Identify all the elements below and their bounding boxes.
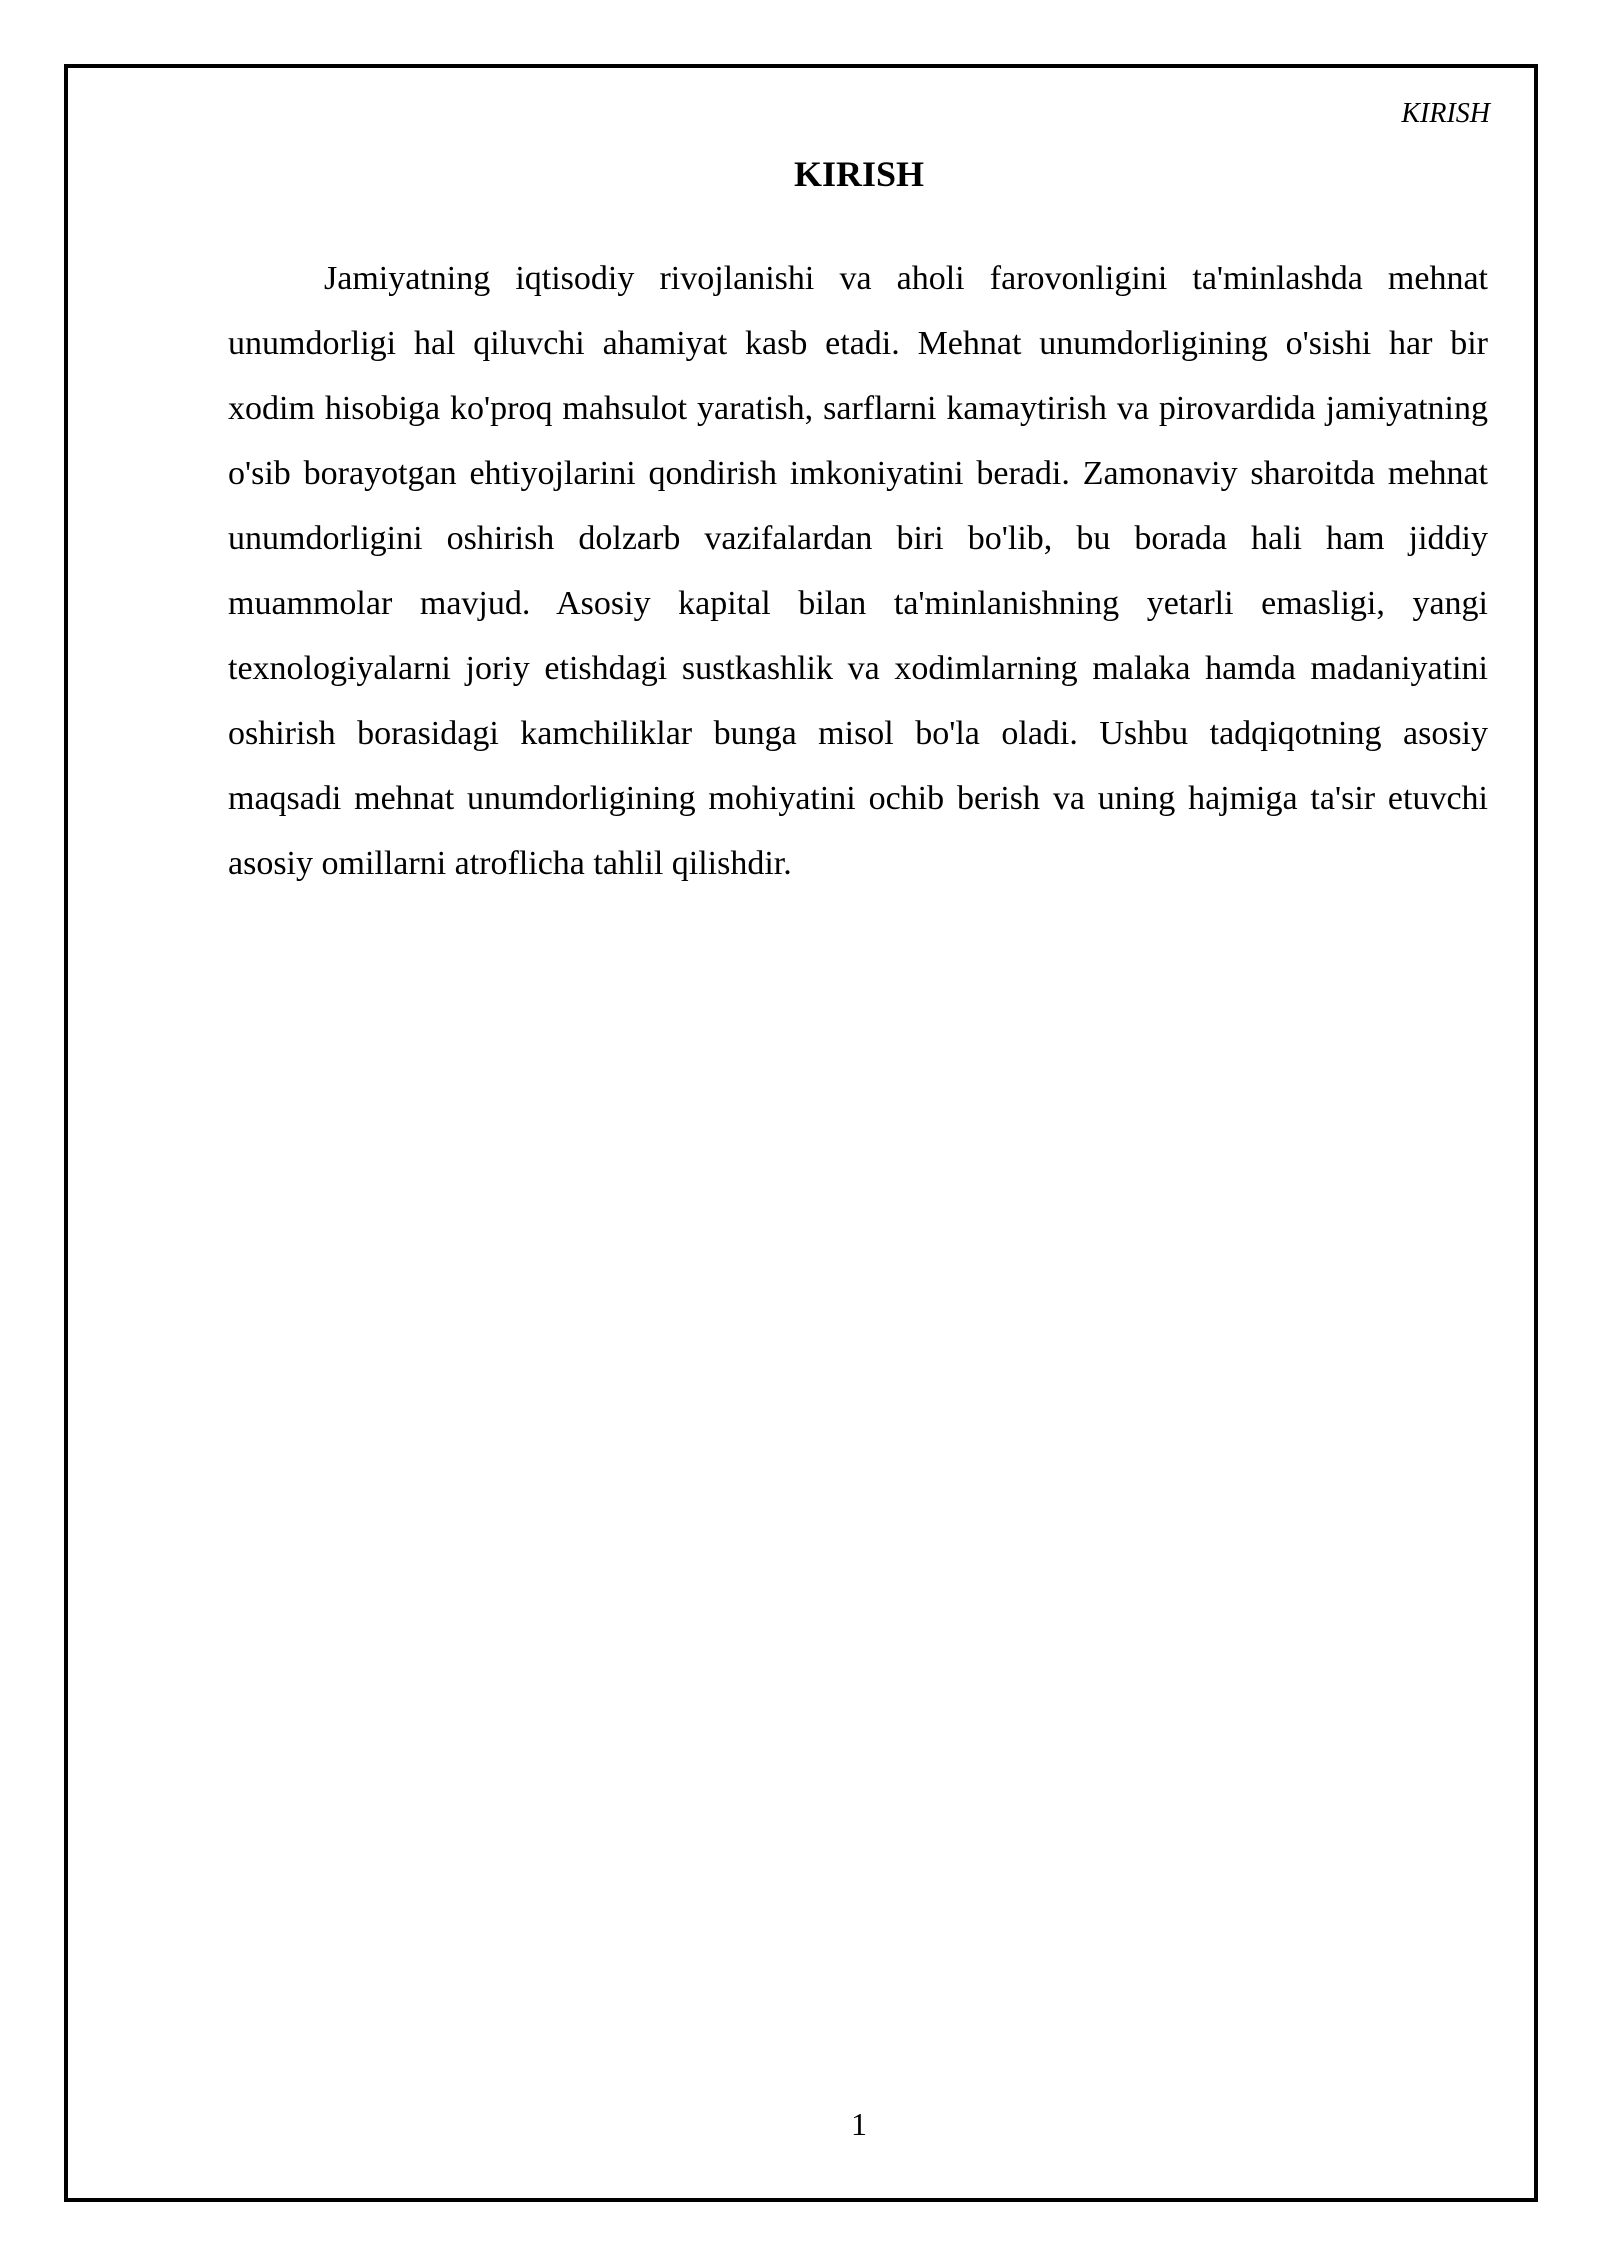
running-header: KIRISH — [1401, 98, 1490, 129]
page-number: 1 — [851, 2106, 867, 2142]
intro-paragraph: Jamiyatning iqtisodiy rivojlanishi va aholi farovonligini ta'minlashda mehnat unumdorligi hal qiluvchi ahamiyat kasb etadi. Mehnat unumdorligining o'sishi har bir xodim hisobiga ko'proq mahsulot yaratish, sarflarni kamaytirish va pirovardida jamiyatning o'sib borayotgan ehtiyojlarini qondirish imkoniyatini beradi. Zamonaviy sharoitda mehnat unumdorligini oshirish dolzarb vazifalardan biri bo'lib, bu borada hali ham jiddiy muammolar mavjud. Asosiy kapital bilan ta'minlanishning yetarli emasligi, yangi texnologiyalarni joriy etishdagi sustkashlik va xodimlarning malaka hamda madaniyatini oshirish borasidagi kamchiliklar bunga misol bo'la oladi. Ushbu tadqiqotning asosiy maqsadi mehnat unumdorligining mohiyatini ochib berish va uning hajmiga ta'sir etuvchi asosiy omillarni atroflicha tahlil qilishdir. — [228, 260, 1488, 882]
page-title: KIRISH — [793, 154, 925, 194]
